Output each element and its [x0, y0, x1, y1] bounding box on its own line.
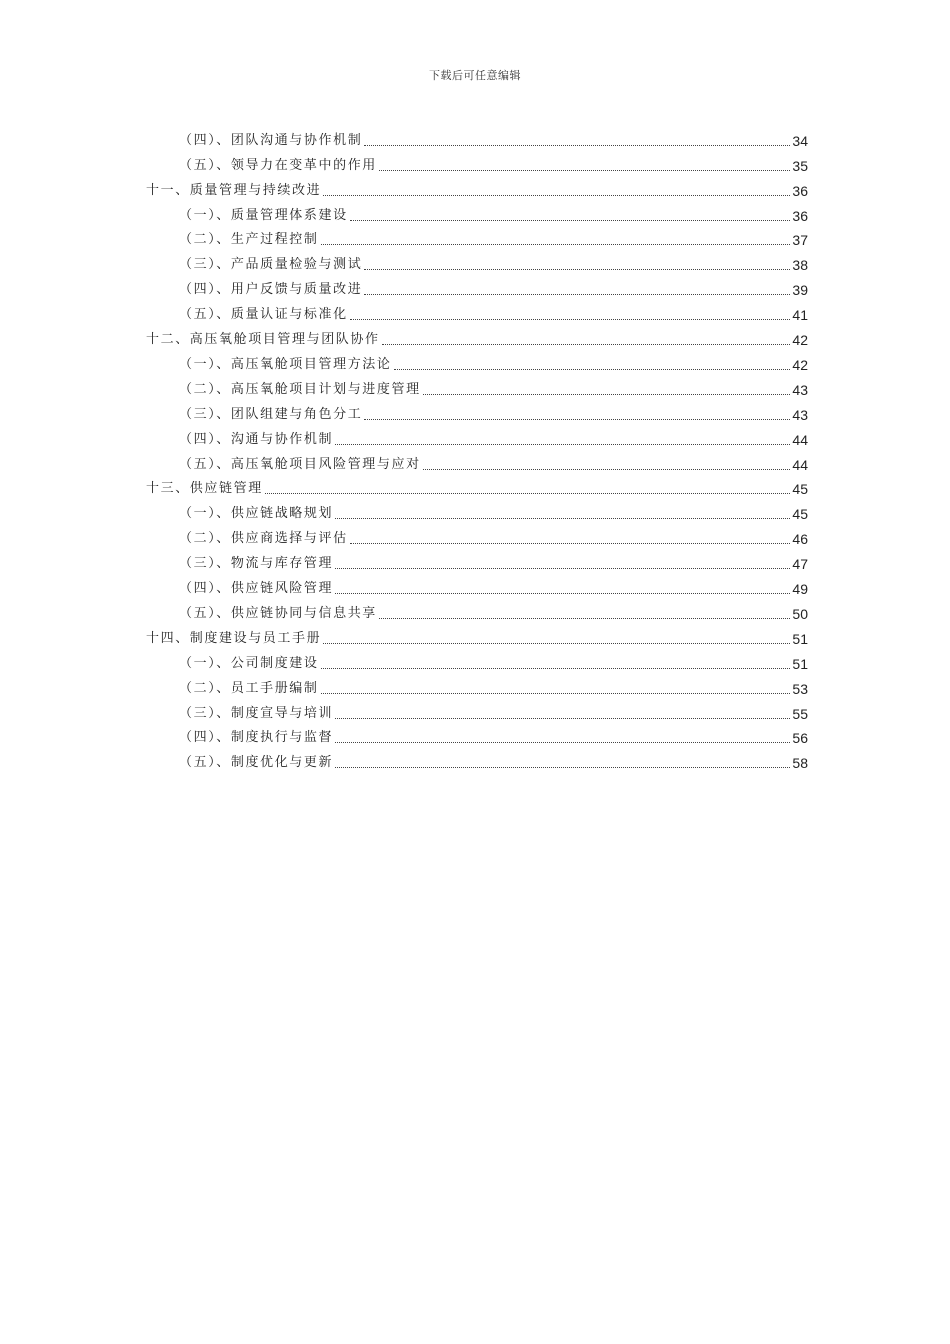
toc-page-number: 50: [792, 605, 808, 622]
toc-dot-leader: [265, 493, 791, 494]
toc-dot-leader: [335, 593, 790, 594]
toc-dot-leader: [335, 518, 790, 519]
toc-dot-leader: [379, 618, 791, 619]
toc-section-entry[interactable]: [179, 224, 808, 249]
toc-section-entry[interactable]: [179, 697, 808, 722]
toc-dot-leader: [321, 668, 791, 669]
toc-entry-title: （五）、高压氧舱项目风险管理与应对: [179, 456, 421, 472]
toc-page-number: 51: [792, 655, 808, 672]
toc-section-entry[interactable]: [179, 647, 808, 672]
toc-chapter-entry[interactable]: [146, 473, 808, 498]
toc-entry-title: （一）、质量管理体系建设: [179, 207, 348, 223]
toc-section-entry[interactable]: [179, 572, 808, 597]
toc-entry-title: （三）、物流与库存管理: [179, 556, 334, 572]
toc-page-number: 42: [792, 356, 808, 373]
toc-dot-leader: [394, 369, 791, 370]
toc-entry-title: （二）、高压氧舱项目计划与进度管理: [179, 381, 421, 397]
toc-section-entry[interactable]: [179, 149, 808, 174]
toc-section-entry[interactable]: [179, 373, 808, 398]
toc-section-entry[interactable]: [179, 298, 808, 323]
toc-entry-title: （五）、供应链协同与信息共享: [179, 605, 377, 621]
toc-dot-leader: [364, 419, 790, 420]
toc-section-entry[interactable]: [179, 672, 808, 697]
toc-chapter-entry[interactable]: [146, 622, 808, 647]
toc-section-entry[interactable]: [179, 423, 808, 448]
toc-dot-leader: [423, 394, 791, 395]
toc-page-number: 45: [792, 506, 808, 523]
toc-dot-leader: [335, 742, 790, 743]
toc-entry-title: （四）、供应链风险管理: [179, 581, 334, 597]
toc-entry-title: （二）、供应商选择与评估: [179, 531, 348, 547]
toc-page-number: 43: [792, 381, 808, 398]
toc-page-number: 56: [792, 730, 808, 747]
toc-dot-leader: [350, 220, 791, 221]
toc-entry-title: （四）、用户反馈与质量改进: [179, 282, 363, 298]
toc-dot-leader: [335, 568, 790, 569]
toc-page-number: 36: [792, 182, 808, 199]
toc-page-number: 47: [792, 556, 808, 573]
toc-dot-leader: [382, 344, 791, 345]
toc-dot-leader: [335, 444, 790, 445]
toc-entry-title: （三）、产品质量检验与测试: [179, 257, 363, 273]
toc-page-number: 58: [792, 755, 808, 772]
toc-entry-title: （五）、制度优化与更新: [179, 755, 334, 771]
toc-section-entry[interactable]: [179, 199, 808, 224]
toc-dot-leader: [321, 244, 791, 245]
toc-entry-title: （四）、团队沟通与协作机制: [179, 132, 363, 148]
toc-page-number: 55: [792, 705, 808, 722]
toc-page-number: 34: [792, 132, 808, 149]
toc-entry-title: （四）、制度执行与监督: [179, 730, 334, 746]
toc-dot-leader: [364, 145, 790, 146]
toc-entry-title: （二）、员工手册编制: [179, 680, 319, 696]
toc-section-entry[interactable]: [179, 249, 808, 274]
toc-page-number: 53: [792, 680, 808, 697]
toc-entry-title: （五）、领导力在变革中的作用: [179, 157, 377, 173]
page-header: 下载后可任意编辑: [429, 69, 521, 82]
toc-chapter-entry[interactable]: [146, 323, 808, 348]
toc-page-number: 46: [792, 531, 808, 548]
toc-page-number: 51: [792, 630, 808, 647]
toc-dot-leader: [335, 767, 790, 768]
toc-section-entry[interactable]: [179, 597, 808, 622]
toc-entry-title: 十四、制度建设与员工手册: [146, 630, 322, 646]
toc-dot-leader: [364, 294, 790, 295]
toc-page-number: 44: [792, 456, 808, 473]
toc-entry-title: （五）、质量认证与标准化: [179, 307, 348, 323]
toc-section-entry[interactable]: [179, 547, 808, 572]
toc-entry-title: 十一、质量管理与持续改进: [146, 182, 322, 198]
toc-section-entry[interactable]: [179, 273, 808, 298]
toc-page-number: 37: [792, 232, 808, 249]
toc-page-number: 49: [792, 581, 808, 598]
toc-section-entry[interactable]: [179, 747, 808, 772]
toc-section-entry[interactable]: [179, 398, 808, 423]
toc-section-entry[interactable]: [179, 498, 808, 523]
toc-page-number: 35: [792, 157, 808, 174]
toc-entry-title: （二）、生产过程控制: [179, 232, 319, 248]
toc-page-number: 45: [792, 481, 808, 498]
toc-entry-title: 十三、供应链管理: [146, 481, 263, 497]
toc-section-entry[interactable]: [179, 522, 808, 547]
toc-page-number: 42: [792, 332, 808, 349]
toc-section-entry[interactable]: [179, 448, 808, 473]
toc-dot-leader: [350, 543, 791, 544]
toc-dot-leader: [364, 269, 790, 270]
toc-section-entry[interactable]: [179, 124, 808, 149]
toc-entry-title: 十二、高压氧舱项目管理与团队协作: [146, 332, 380, 348]
toc-page-number: 39: [792, 282, 808, 299]
toc-dot-leader: [323, 195, 790, 196]
toc-dot-leader: [335, 718, 790, 719]
toc-page-number: 38: [792, 257, 808, 274]
toc-dot-leader: [321, 693, 791, 694]
toc-entry-title: （一）、供应链战略规划: [179, 506, 334, 522]
toc-entry-title: （一）、高压氧舱项目管理方法论: [179, 356, 392, 372]
toc-section-entry[interactable]: [179, 722, 808, 747]
toc-page-number: 36: [792, 207, 808, 224]
toc-entry-title: （一）、公司制度建设: [179, 655, 319, 671]
toc-entry-title: （四）、沟通与协作机制: [179, 431, 334, 447]
toc-dot-leader: [350, 319, 791, 320]
toc-dot-leader: [379, 170, 791, 171]
toc-dot-leader: [423, 469, 791, 470]
toc-entry-title: （三）、团队组建与角色分工: [179, 406, 363, 422]
toc-entry-title: （三）、制度宣导与培训: [179, 705, 334, 721]
toc-chapter-entry[interactable]: [146, 174, 808, 199]
toc-page-number: 43: [792, 406, 808, 423]
toc-section-entry[interactable]: [179, 348, 808, 373]
toc-page-number: 44: [792, 431, 808, 448]
toc-dot-leader: [323, 643, 790, 644]
toc-page-number: 41: [792, 307, 808, 324]
